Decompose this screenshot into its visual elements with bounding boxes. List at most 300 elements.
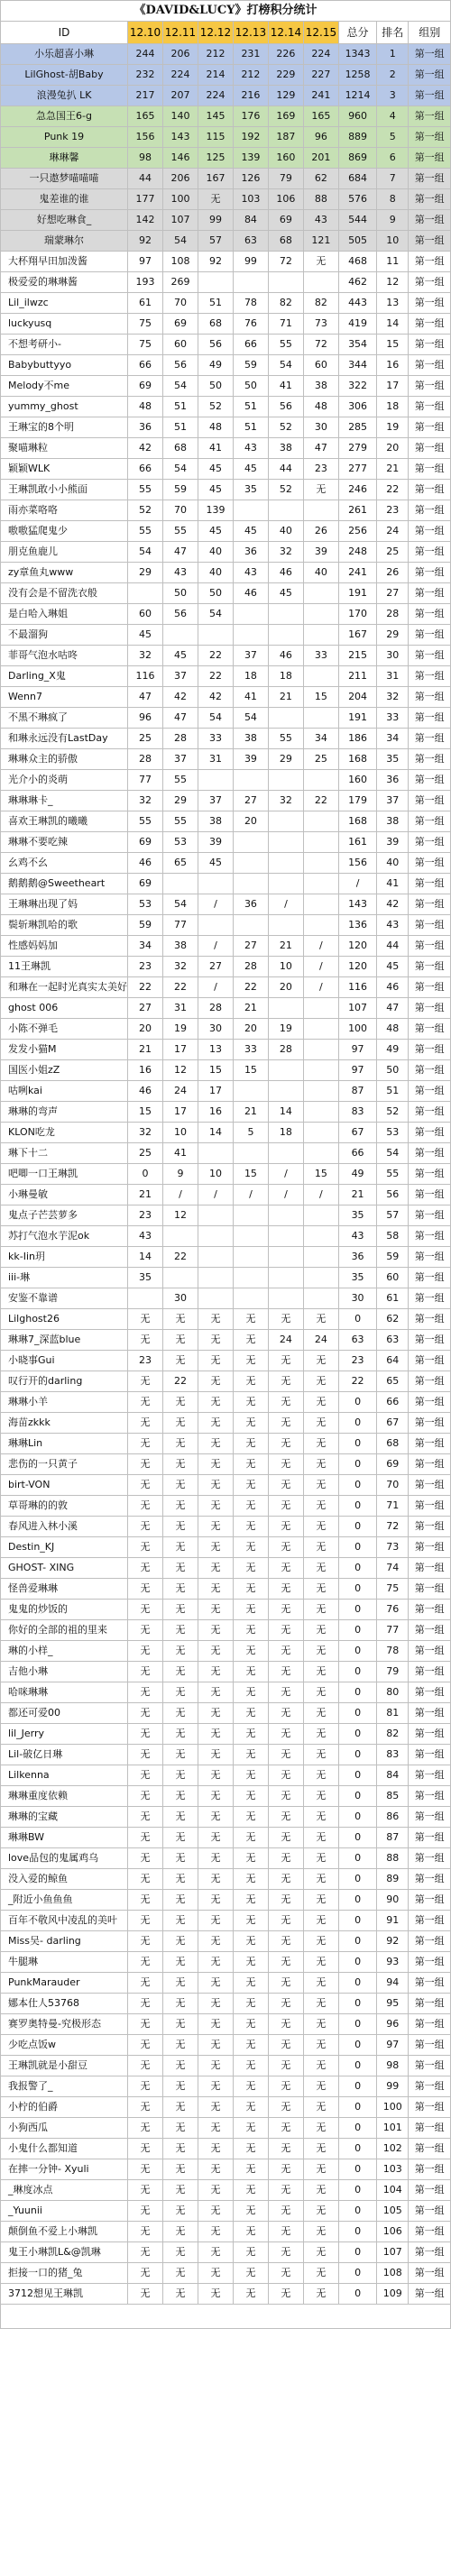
cell-group: 第一组 [409, 1288, 451, 1309]
cell-day: 无 [128, 1745, 163, 1765]
cell-day [303, 874, 338, 894]
table-row [1, 1890, 451, 1911]
cell-total: 0 [338, 2118, 376, 2139]
cell-rank: 100 [377, 2097, 409, 2118]
cell-day: 无 [198, 1579, 233, 1600]
cell-day: 28 [128, 749, 163, 770]
header-group: 组别 [409, 22, 451, 44]
table-row [1, 1040, 451, 1060]
cell-day: 无 [233, 1890, 268, 1911]
cell-day: 无 [303, 1351, 338, 1371]
cell-group: 第一组 [409, 1703, 451, 1724]
cell-total: 0 [338, 1807, 376, 1828]
cell-day [233, 1226, 268, 1247]
cell-day: 无 [198, 1309, 233, 1330]
cell-total: 306 [338, 397, 376, 417]
cell-day: 45 [128, 625, 163, 646]
cell-total: 960 [338, 106, 376, 127]
cell-day: 63 [233, 231, 268, 252]
cell-total: 168 [338, 811, 376, 832]
cell-id: _Yuunii [1, 2201, 128, 2222]
cell-day: 无 [233, 1911, 268, 1931]
cell-day: 66 [233, 335, 268, 355]
table-row [1, 1060, 451, 1081]
cell-day: 无 [268, 1682, 303, 1703]
cell-day: 无 [303, 2263, 338, 2284]
cell-total: 100 [338, 1019, 376, 1040]
cell-total: 215 [338, 646, 376, 666]
cell-id: 王琳宝的8个明 [1, 417, 128, 438]
cell-rank: 21 [377, 459, 409, 480]
cell-id: 菲哥气泡水咕咚 [1, 646, 128, 666]
cell-day: 无 [303, 2035, 338, 2056]
table-row [1, 1537, 451, 1558]
cell-id: 鬓斩琳凯哈的歌 [1, 915, 128, 936]
cell-day: 146 [162, 148, 198, 169]
cell-id: 王琳琳出现了妈 [1, 894, 128, 915]
cell-day: 126 [233, 169, 268, 189]
cell-day: 15 [303, 687, 338, 708]
table-row [1, 231, 451, 252]
cell-day [233, 853, 268, 874]
cell-day: 34 [128, 936, 163, 957]
cell-total: 322 [338, 376, 376, 397]
table-row [1, 666, 451, 687]
cell-total: 0 [338, 1786, 376, 1807]
cell-total: 87 [338, 1081, 376, 1102]
cell-day: 无 [268, 1848, 303, 1869]
cell-day: 48 [303, 397, 338, 417]
cell-day: 19 [268, 1019, 303, 1040]
cell-day [233, 832, 268, 853]
cell-total: 0 [338, 1641, 376, 1662]
cell-day: 无 [162, 1413, 198, 1434]
cell-total: 0 [338, 2139, 376, 2159]
cell-day: 无 [268, 2014, 303, 2035]
cell-id: birt-VON [1, 1475, 128, 1496]
cell-id: 小琳曼敏 [1, 1185, 128, 1205]
cell-day: 43 [303, 210, 338, 231]
header-id: ID [1, 22, 128, 44]
table-row [1, 148, 451, 169]
cell-total: 120 [338, 957, 376, 977]
cell-group: 第一组 [409, 894, 451, 915]
cell-day: 无 [233, 2159, 268, 2180]
cell-total: 0 [338, 2076, 376, 2097]
cell-day: 无 [128, 2118, 163, 2139]
cell-day: 无 [162, 1786, 198, 1807]
cell-day: 24 [303, 1330, 338, 1351]
cell-day [303, 625, 338, 646]
cell-rank: 73 [377, 1537, 409, 1558]
cell-day: 40 [198, 563, 233, 583]
cell-total: 0 [338, 1973, 376, 1994]
cell-day: 无 [128, 1786, 163, 1807]
cell-total: 49 [338, 1164, 376, 1185]
cell-day: 无 [303, 1620, 338, 1641]
cell-day: 77 [162, 915, 198, 936]
cell-day: 无 [198, 1496, 233, 1517]
cell-id: 性感妈妈加 [1, 936, 128, 957]
cell-group: 第一组 [409, 293, 451, 314]
cell-day: 0 [128, 1164, 163, 1185]
cell-day: 无 [198, 1911, 233, 1931]
cell-id: 悲伤的一只黄子 [1, 1454, 128, 1475]
header-day: 12.15 [303, 22, 338, 44]
cell-day: 无 [268, 2180, 303, 2201]
cell-day: 无 [198, 1828, 233, 1848]
cell-day: 无 [233, 2222, 268, 2242]
cell-day: 无 [198, 2201, 233, 2222]
cell-rank: 82 [377, 1724, 409, 1745]
cell-group: 第一组 [409, 480, 451, 500]
table-row [1, 44, 451, 65]
cell-group: 第一组 [409, 687, 451, 708]
cell-total: 204 [338, 687, 376, 708]
cell-day: 无 [162, 1392, 198, 1413]
table-row [1, 1371, 451, 1392]
table-row [1, 1786, 451, 1807]
cell-day: 15 [128, 1102, 163, 1123]
cell-group: 第一组 [409, 542, 451, 563]
cell-total: 462 [338, 272, 376, 293]
cell-id: Miss吴- darling [1, 1931, 128, 1952]
cell-total: 443 [338, 293, 376, 314]
cell-day: 108 [162, 252, 198, 272]
cell-day: 52 [128, 500, 163, 521]
cell-rank: 89 [377, 1869, 409, 1890]
cell-total: 116 [338, 977, 376, 998]
cell-id: 琳琳的宝藏 [1, 1807, 128, 1828]
cell-group: 第一组 [409, 1496, 451, 1517]
cell-total: 211 [338, 666, 376, 687]
cell-id: 琳琳不要吃辣 [1, 832, 128, 853]
cell-day: 45 [233, 521, 268, 542]
cell-day: 无 [128, 1579, 163, 1600]
cell-day: 51 [162, 417, 198, 438]
cell-id: 聚喵琳粒 [1, 438, 128, 459]
cell-day [198, 770, 233, 791]
cell-day: 无 [268, 1641, 303, 1662]
cell-day: 224 [162, 65, 198, 86]
cell-group: 第一组 [409, 2076, 451, 2097]
cell-day: 145 [198, 106, 233, 127]
table-row [1, 1288, 451, 1309]
cell-rank: 16 [377, 355, 409, 376]
cell-day: 无 [233, 1330, 268, 1351]
cell-day: 72 [303, 335, 338, 355]
table-row [1, 1185, 451, 1205]
cell-rank: 51 [377, 1081, 409, 1102]
cell-day: 45 [198, 459, 233, 480]
cell-id: 哈咪琳琳 [1, 1682, 128, 1703]
cell-day: / [198, 894, 233, 915]
cell-day: 51 [233, 397, 268, 417]
cell-id: _琳度冰点 [1, 2180, 128, 2201]
cell-day [268, 770, 303, 791]
cell-day: 无 [268, 2201, 303, 2222]
table-row [1, 355, 451, 376]
cell-id: kk-Iin玥 [1, 1247, 128, 1268]
cell-day: 28 [268, 1040, 303, 1060]
cell-id: 颖颖WLK [1, 459, 128, 480]
cell-day: 无 [233, 2097, 268, 2118]
cell-rank: 13 [377, 293, 409, 314]
cell-day: 160 [268, 148, 303, 169]
cell-rank: 84 [377, 1765, 409, 1786]
cell-total: 0 [338, 1952, 376, 1973]
cell-day: 12 [162, 1205, 198, 1226]
cell-day: 无 [233, 2076, 268, 2097]
cell-group: 第一组 [409, 2222, 451, 2242]
cell-day [268, 998, 303, 1019]
cell-day [303, 708, 338, 729]
cell-day [268, 604, 303, 625]
cell-rank: 108 [377, 2263, 409, 2284]
cell-rank: 41 [377, 874, 409, 894]
cell-total: 0 [338, 1662, 376, 1682]
cell-day: 无 [268, 2159, 303, 2180]
cell-total: 23 [338, 1351, 376, 1371]
cell-day: 无 [233, 1371, 268, 1392]
table-row [1, 417, 451, 438]
table-row [1, 770, 451, 791]
cell-rank: 98 [377, 2056, 409, 2076]
cell-day: 82 [303, 293, 338, 314]
cell-group: 第一组 [409, 1392, 451, 1413]
cell-group: 第一组 [409, 459, 451, 480]
cell-day: 无 [233, 1475, 268, 1496]
table-row [1, 1952, 451, 1973]
cell-day: 无 [128, 1994, 163, 2014]
cell-day: 无 [233, 1745, 268, 1765]
cell-day: 38 [198, 811, 233, 832]
cell-day: 无 [233, 2180, 268, 2201]
cell-day: 无 [198, 1848, 233, 1869]
cell-rank: 47 [377, 998, 409, 1019]
cell-day: 13 [198, 1040, 233, 1060]
cell-day [303, 1143, 338, 1164]
cell-day: / [198, 977, 233, 998]
cell-day [303, 272, 338, 293]
cell-rank: 5 [377, 127, 409, 148]
cell-day: 无 [128, 1765, 163, 1786]
cell-day: 31 [198, 749, 233, 770]
table-row [1, 272, 451, 293]
cell-day: 59 [128, 915, 163, 936]
cell-total: 468 [338, 252, 376, 272]
cell-day: 51 [162, 397, 198, 417]
header-total: 总分 [338, 22, 376, 44]
cell-group: 第一组 [409, 1558, 451, 1579]
table-row [1, 2118, 451, 2139]
cell-rank: 91 [377, 1911, 409, 1931]
table-row [1, 604, 451, 625]
cell-group: 第一组 [409, 1185, 451, 1205]
cell-id: 叹行开的darling [1, 1371, 128, 1392]
cell-total: 0 [338, 1931, 376, 1952]
cell-day: 无 [128, 1931, 163, 1952]
cell-rank: 88 [377, 1848, 409, 1869]
cell-day: 21 [128, 1185, 163, 1205]
cell-day: 27 [198, 957, 233, 977]
cell-day: 57 [198, 231, 233, 252]
cell-day: 45 [233, 459, 268, 480]
cell-day: 无 [303, 1828, 338, 1848]
cell-day: 84 [233, 210, 268, 231]
cell-rank: 29 [377, 625, 409, 646]
cell-day: 38 [233, 729, 268, 749]
cell-day [268, 272, 303, 293]
table-row [1, 189, 451, 210]
cell-day: 无 [162, 2284, 198, 2305]
cell-total: 0 [338, 2201, 376, 2222]
cell-day: 36 [233, 542, 268, 563]
cell-day: 无 [233, 1994, 268, 2014]
cell-day: 无 [198, 1994, 233, 2014]
cell-rank: 3 [377, 86, 409, 106]
table-row [1, 169, 451, 189]
cell-day: 无 [233, 1828, 268, 1848]
cell-day: 无 [268, 2263, 303, 2284]
cell-total: 277 [338, 459, 376, 480]
cell-day: 无 [198, 2014, 233, 2035]
cell-rank: 81 [377, 1703, 409, 1724]
cell-total: 1258 [338, 65, 376, 86]
cell-day [268, 1226, 303, 1247]
cell-group: 第一组 [409, 1869, 451, 1890]
cell-day: 41 [233, 687, 268, 708]
cell-day: 无 [233, 2284, 268, 2305]
cell-day: 无 [268, 1952, 303, 1973]
table-row [1, 1164, 451, 1185]
cell-total: 0 [338, 1890, 376, 1911]
cell-day: 无 [162, 1869, 198, 1890]
cell-day: / [233, 1185, 268, 1205]
cell-id: 琳琳BW [1, 1828, 128, 1848]
cell-day: 52 [268, 417, 303, 438]
cell-total: 0 [338, 2159, 376, 2180]
cell-day: 96 [128, 708, 163, 729]
cell-total: 256 [338, 521, 376, 542]
cell-rank: 33 [377, 708, 409, 729]
cell-day: 无 [303, 2222, 338, 2242]
cell-id: 琳琳众主的骄傲 [1, 749, 128, 770]
cell-total: 0 [338, 1558, 376, 1579]
cell-day: 无 [303, 1848, 338, 1869]
cell-day: 无 [303, 1434, 338, 1454]
cell-day: 22 [233, 977, 268, 998]
cell-day: 116 [128, 666, 163, 687]
cell-day: 无 [162, 2139, 198, 2159]
cell-rank: 105 [377, 2201, 409, 2222]
cell-total: 0 [338, 1911, 376, 1931]
cell-day: 无 [162, 1931, 198, 1952]
cell-rank: 57 [377, 1205, 409, 1226]
cell-day: 无 [268, 1911, 303, 1931]
cell-day: 无 [162, 1330, 198, 1351]
cell-id: 急急国王6-g [1, 106, 128, 127]
cell-group: 第一组 [409, 272, 451, 293]
cell-day: 55 [268, 335, 303, 355]
cell-day: 无 [162, 2242, 198, 2263]
cell-total: 344 [338, 355, 376, 376]
cell-day: 无 [162, 1828, 198, 1848]
cell-day: 无 [268, 2097, 303, 2118]
cell-total: 30 [338, 1288, 376, 1309]
cell-day: 40 [198, 542, 233, 563]
cell-group: 第一组 [409, 1475, 451, 1496]
table-row [1, 2263, 451, 2284]
cell-day: 无 [198, 1620, 233, 1641]
cell-day [303, 853, 338, 874]
cell-day: 无 [198, 1973, 233, 1994]
cell-group: 第一组 [409, 1454, 451, 1475]
cell-day: 55 [128, 811, 163, 832]
cell-id: yummy_ghost [1, 397, 128, 417]
cell-rank: 101 [377, 2118, 409, 2139]
cell-day: 无 [128, 1517, 163, 1537]
table-row [1, 1848, 451, 1869]
table-row [1, 1994, 451, 2014]
cell-day: 29 [268, 749, 303, 770]
cell-day: 31 [162, 998, 198, 1019]
cell-id: GHOST- XING [1, 1558, 128, 1579]
table-row [1, 708, 451, 729]
cell-day: 54 [162, 376, 198, 397]
cell-day: 206 [162, 169, 198, 189]
cell-id: ghost 006 [1, 998, 128, 1019]
cell-day: 54 [198, 604, 233, 625]
cell-group: 第一组 [409, 106, 451, 127]
cell-day: 32 [268, 542, 303, 563]
cell-group: 第一组 [409, 1268, 451, 1288]
cell-day: 无 [303, 1413, 338, 1434]
cell-day: 无 [198, 1786, 233, 1807]
cell-day: 92 [198, 252, 233, 272]
cell-day: 37 [233, 646, 268, 666]
cell-day: 22 [128, 977, 163, 998]
cell-rank: 78 [377, 1641, 409, 1662]
cell-group: 第一组 [409, 666, 451, 687]
cell-day: 45 [198, 853, 233, 874]
cell-group: 第一组 [409, 1579, 451, 1600]
cell-id: 鬼王小琳凯L&@凯琳 [1, 2242, 128, 2263]
cell-group: 第一组 [409, 1724, 451, 1745]
cell-day [198, 1288, 233, 1309]
cell-day: 20 [268, 977, 303, 998]
cell-group: 第一组 [409, 1765, 451, 1786]
cell-id: 百年不敬风中凌乱的美叶 [1, 1911, 128, 1931]
header-day: 12.12 [198, 22, 233, 44]
cell-rank: 103 [377, 2159, 409, 2180]
cell-rank: 107 [377, 2242, 409, 2263]
cell-day: 22 [162, 1247, 198, 1268]
table-row [1, 86, 451, 106]
table-row [1, 335, 451, 355]
cell-day [162, 1268, 198, 1288]
cell-day: 10 [198, 1164, 233, 1185]
cell-day: 70 [162, 500, 198, 521]
cell-day: 无 [162, 1517, 198, 1537]
table-row [1, 1724, 451, 1745]
table-row [1, 1579, 451, 1600]
cell-group: 第一组 [409, 1994, 451, 2014]
table-row [1, 376, 451, 397]
cell-group: 第一组 [409, 874, 451, 894]
cell-day: 无 [303, 1537, 338, 1558]
cell-group: 第一组 [409, 1807, 451, 1828]
